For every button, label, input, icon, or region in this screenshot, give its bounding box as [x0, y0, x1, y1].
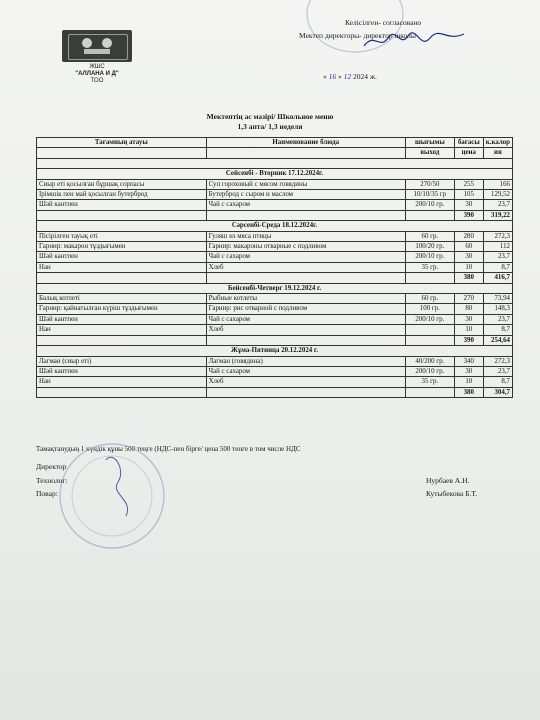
dish-name-ru: Хлеб: [206, 377, 405, 387]
approval-date: « 16 » 12 2024 ж.: [323, 72, 377, 81]
menu-item-row: [37, 200, 513, 210]
calories-cell: 23,7: [483, 200, 512, 210]
calories-cell: 129,52: [483, 190, 512, 200]
menu-item-row: [37, 304, 513, 314]
menu-item-row: [37, 377, 513, 387]
dish-name-kz: Нан: [37, 325, 207, 335]
approval-line-2: Мектеп директоры- директор школы: [299, 31, 416, 40]
calories-cell: 272,3: [483, 231, 512, 241]
role-cook: Повар:: [36, 489, 58, 498]
dish-name-ru: Рыбные котлеты: [206, 294, 405, 304]
header-cell: к.калор: [483, 138, 512, 148]
price-cell: 10: [454, 325, 483, 335]
logo-caption-3: ТОО: [90, 78, 104, 84]
technologist-name: Нурбаев А.Н.: [426, 476, 470, 485]
calories-cell: 23,7: [483, 366, 512, 376]
menu-item-row: [37, 366, 513, 376]
header-cell: шығымы: [405, 138, 454, 148]
dish-name-ru: Хлеб: [206, 325, 405, 335]
day-total-row: [37, 387, 513, 397]
dish-name-kz: Нан: [37, 377, 207, 387]
portion-cell: 200/10 гр.: [405, 366, 454, 376]
price-cell: 10: [454, 262, 483, 272]
price-cell: 30: [454, 252, 483, 262]
day-total-row: [37, 273, 513, 283]
menu-title: Мектептің ас мәзірі/ Школьное меню: [206, 112, 334, 121]
dish-name-kz: [37, 273, 207, 283]
header-cell: бағасы: [454, 138, 483, 148]
price-cell: 30: [454, 366, 483, 376]
school-round-stamp: [56, 440, 168, 552]
dish-name-kz: Гарнир: макарон тұздығымен: [37, 242, 207, 252]
price-cell: 30: [454, 314, 483, 324]
dish-name-ru: Чай с сахаром: [206, 366, 405, 376]
price-cell: 280: [454, 231, 483, 241]
dish-name-kz: [37, 210, 207, 220]
day-header-row: [37, 169, 513, 179]
role-technologist: Технолог:: [36, 476, 68, 485]
day-label: Жұма-Пятница 20.12.2024 г.: [37, 346, 513, 356]
menu-item-row: [37, 231, 513, 241]
header-cell: Тағамның атауы: [37, 138, 207, 148]
menu-item-row: [37, 179, 513, 189]
dish-name-kz: [37, 387, 207, 397]
portion-cell: [405, 335, 454, 345]
dish-name-kz: Шәй кантпен: [37, 252, 207, 262]
dish-name-kz: Ірімшік пен май қосылған бутерброд: [37, 190, 207, 200]
day-header-row: [37, 346, 513, 356]
menu-item-row: [37, 325, 513, 335]
price-cell: 105: [454, 190, 483, 200]
portion-cell: 100 гр.: [405, 304, 454, 314]
calories-cell: 23,7: [483, 314, 512, 324]
calories-cell: 254,64: [483, 335, 512, 345]
price-cell: 60: [454, 242, 483, 252]
price-cell: 255: [454, 179, 483, 189]
portion-cell: 60 гр.: [405, 294, 454, 304]
portion-cell: 40/200 гр.: [405, 356, 454, 366]
dish-name-kz: [37, 335, 207, 345]
menu-item-row: [37, 262, 513, 272]
dish-name-ru: [206, 335, 405, 345]
calories-cell: 416,7: [483, 273, 512, 283]
company-logo: [62, 30, 132, 62]
price-cell: 380: [454, 387, 483, 397]
dish-name-ru: Гарнир: макароны отварные с подливом: [206, 242, 405, 252]
price-note: Тамақтанудың 1 күндік құны 500 теңге (НДС-пен бірге/ цена 500 тенге в том числе НДС: [36, 445, 301, 453]
portion-cell: 200/10 гр.: [405, 200, 454, 210]
portion-cell: 100/20 гр.: [405, 242, 454, 252]
dish-name-ru: [206, 387, 405, 397]
day-header-row: [37, 221, 513, 231]
price-cell: 270: [454, 294, 483, 304]
price-cell: 80: [454, 304, 483, 314]
day-label: Сәрсенбі-Среда 18.12.2024г.: [37, 221, 513, 231]
day-label: Бейсенбі-Четверг 19.12.2024 г.: [37, 283, 513, 293]
dish-name-ru: Гуляш из мяса птицы: [206, 231, 405, 241]
menu-item-row: [37, 294, 513, 304]
calories-cell: 8,7: [483, 325, 512, 335]
portion-cell: [405, 210, 454, 220]
table-header-row: [37, 138, 513, 148]
portion-cell: [405, 273, 454, 283]
dish-name-ru: Лагман (говядина): [206, 356, 405, 366]
price-cell: 390: [454, 335, 483, 345]
dish-name-kz: Нан: [37, 262, 207, 272]
role-director: Директор: [36, 462, 67, 471]
portion-cell: 35 гр.: [405, 262, 454, 272]
logo-caption-2: "АЛЛАНА И Д": [75, 71, 119, 77]
dish-name-ru: [206, 210, 405, 220]
portion-cell: 10/10/35 гр: [405, 190, 454, 200]
dish-name-kz: Гарнир: қайнатылған күріш тұздығымен: [37, 304, 207, 314]
header-cell: [37, 148, 207, 158]
header-cell: выход: [405, 148, 454, 158]
dish-name-ru: Чай с сахаром: [206, 200, 405, 210]
portion-cell: 60 гр.: [405, 231, 454, 241]
price-cell: 10: [454, 377, 483, 387]
cook-name: Кутыбекова Б.Т.: [426, 489, 478, 498]
portion-cell: [405, 325, 454, 335]
calories-cell: 304,7: [483, 387, 512, 397]
dish-name-kz: Лагман (сиыр еті): [37, 356, 207, 366]
header-cell: ия: [483, 148, 512, 158]
calories-cell: 319,22: [483, 210, 512, 220]
dish-name-ru: Чай с сахаром: [206, 314, 405, 324]
approval-line-1: Келісілген- согласовано: [345, 18, 422, 27]
dish-name-ru: Чай с сахаром: [206, 252, 405, 262]
portion-cell: 200/10 гр.: [405, 314, 454, 324]
menu-item-row: [37, 252, 513, 262]
price-cell: 30: [454, 200, 483, 210]
menu-item-row: [37, 356, 513, 366]
calories-cell: 8,7: [483, 262, 512, 272]
dish-name-kz: Пісірілген тауық еті: [37, 231, 207, 241]
menu-subtitle: 1,3 апта/ 1,3 неделя: [237, 122, 303, 131]
header-cell: [206, 148, 405, 158]
price-cell: 390: [454, 210, 483, 220]
day-header-row: [37, 283, 513, 293]
header-cell: цена: [454, 148, 483, 158]
portion-cell: [405, 387, 454, 397]
price-cell: 380: [454, 273, 483, 283]
portion-cell: 270/50: [405, 179, 454, 189]
spacer-cell: [37, 158, 513, 168]
table-header-row: [37, 148, 513, 158]
menu-item-row: [37, 314, 513, 324]
dish-name-kz: Шәй кантпен: [37, 366, 207, 376]
day-total-row: [37, 210, 513, 220]
calories-cell: 272,3: [483, 356, 512, 366]
dish-name-kz: Балық котлеті: [37, 294, 207, 304]
header-cell: Наименование блюда: [206, 138, 405, 148]
calories-cell: 23,7: [483, 252, 512, 262]
dish-name-ru: Гарнир: рис отварной с подливом: [206, 304, 405, 314]
day-label: Сейсенбі - Вторник 17.12.2024г.: [37, 169, 513, 179]
dish-name-ru: Суп гороховый с мясом говядины: [206, 179, 405, 189]
portion-cell: 35 гр.: [405, 377, 454, 387]
day-total-row: [37, 335, 513, 345]
dish-name-kz: Шәй кантпен: [37, 200, 207, 210]
menu-item-row: [37, 242, 513, 252]
dish-name-kz: Шәй кантпен: [37, 314, 207, 324]
calories-cell: 73,94: [483, 294, 512, 304]
calories-cell: 112: [483, 242, 512, 252]
director-signature: [360, 28, 470, 56]
calories-cell: 8,7: [483, 377, 512, 387]
calories-cell: 166: [483, 179, 512, 189]
menu-item-row: [37, 190, 513, 200]
spacer-row: [37, 158, 513, 168]
dish-name-ru: Хлеб: [206, 262, 405, 272]
logo-caption-1: ЖШС: [89, 64, 105, 70]
calories-cell: 148,3: [483, 304, 512, 314]
dish-name-kz: Сиыр еті қосылған бұршақ сорпасы: [37, 179, 207, 189]
menu-table: [36, 137, 513, 398]
price-cell: 340: [454, 356, 483, 366]
dish-name-ru: Бутерброд с сыром и маслом: [206, 190, 405, 200]
dish-name-ru: [206, 273, 405, 283]
portion-cell: 200/10 гр.: [405, 252, 454, 262]
